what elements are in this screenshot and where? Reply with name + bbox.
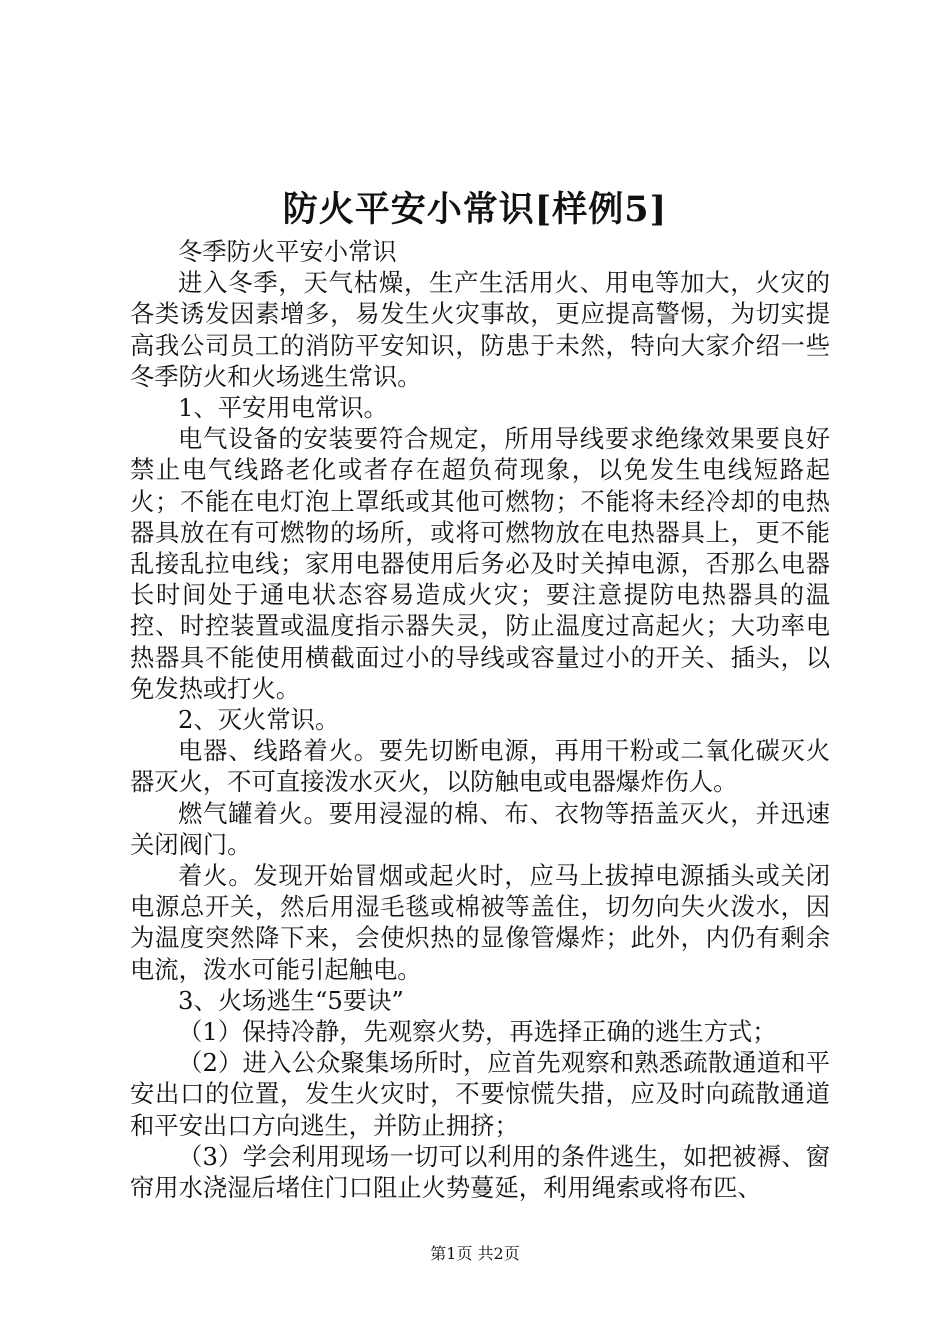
paragraph: 电器、线路着火。要先切断电源，再用干粉或二氧化碳灭火器灭火，不可直接泼水灭火，以防触电或电器爆炸伤人。 xyxy=(130,736,830,797)
paragraph: 燃气罐着火。要用浸湿的棉、布、衣物等捂盖灭火，并迅速关闭阀门。 xyxy=(130,798,830,859)
paragraph: 进入冬季，天气枯燥，生产生活用火、用电等加大，火灾的各类诱发因素增多，易发生火灾事故，更应提高警惕，为切实提高我公司员工的消防平安知识，防患于未然，特向大家介绍一些冬季防火和火场逃生常识。 xyxy=(130,268,830,391)
paragraph: 电气设备的安装要符合规定，所用导线要求绝缘效果要良好禁止电气线路老化或者存在超负荷现象，以免发生电线短路起火；不能在电灯泡上罩纸或其他可燃物；不能将未经冷却的电热器具放在有可燃物的场所，或将可燃物放在电热器具上，更不能乱接乱拉电线；家用电器使用后务必及时关掉电源，否那么电器长时间处于通电状态容易造成火灾；要注意提防电热器具的温控、时控装置或温度指示器失灵，防止温度过高起火；大功率电热器具不能使用横截面过小的导线或容量过小的开关、插头，以免发热或打火。 xyxy=(130,424,830,703)
section-heading: 1、平安用电常识。 xyxy=(178,393,388,423)
list-item: （1）保持冷静，先观察火势，再选择正确的逃生方式； xyxy=(178,1017,777,1047)
section-heading: 2、灭火常识。 xyxy=(178,705,340,735)
page-footer: 第1页 共2页 xyxy=(430,1244,520,1263)
paragraph: 着火。发现开始冒烟或起火时，应马上拔掉电源插头或关闭电源总开关，然后用湿毛毯或棉被等盖住，切勿向失火泼水，因为温度突然降下来，会使炽热的显像管爆炸；此外，内仍有剩余电流，泼水可能引起触电。 xyxy=(130,861,830,984)
document-body xyxy=(130,236,830,1203)
section-heading: 3、火场逃生“5要诀” xyxy=(178,985,404,1015)
list-item: （3）学会利用现场一切可以利用的条件逃生，如把被褥、窗帘用水浇湿后堵住门口阻止火势蔓延，利用绳索或将布匹、 xyxy=(130,1141,830,1203)
document-title: 防火平安小常识[样例5] xyxy=(282,189,668,230)
list-item: （2）进入公众聚集场所时，应首先观察和熟悉疏散通道和平安出口的位置，发生火灾时，不要惊慌失措，应及时向疏散通道和平安出口方向逃生，并防止拥挤； xyxy=(130,1048,830,1140)
paragraph: 冬季防火平安小常识 xyxy=(178,237,397,266)
